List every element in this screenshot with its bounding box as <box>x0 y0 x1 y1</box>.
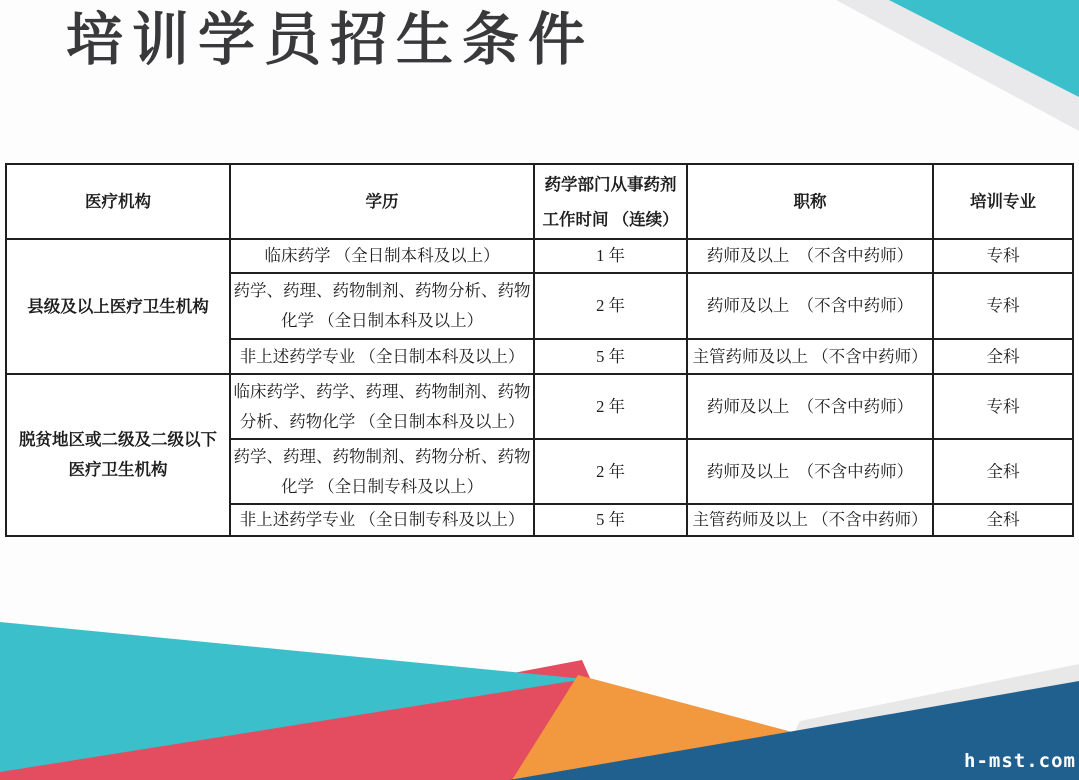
major-cell: 专科 <box>933 239 1073 273</box>
work-time-cell: 2 年 <box>534 439 687 504</box>
work-time-cell: 1 年 <box>534 239 687 273</box>
institution-cell <box>6 374 230 536</box>
col-header-education: 学历 <box>230 164 534 239</box>
work-time-cell: 2 年 <box>534 273 687 339</box>
education-cell: 临床药学 （全日制本科及以上） <box>230 239 534 273</box>
title-cell: 药师及以上 （不含中药师） <box>687 374 933 439</box>
header-row <box>6 164 1073 239</box>
col-header-major: 培训专业 <box>933 164 1073 239</box>
education-cell: 临床药学、药学、药理、药物制剂、药物分析、药物化学 （全日制本科及以上） <box>230 374 534 439</box>
col-header-title: 职称 <box>687 164 933 239</box>
title-cell: 药师及以上 （不含中药师） <box>687 239 933 273</box>
col-header-work-time <box>534 164 687 239</box>
major-cell: 全科 <box>933 439 1073 504</box>
watermark: h-mst.com <box>964 750 1076 772</box>
education-cell: 非上述药学专业 （全日制专科及以上） <box>230 504 534 536</box>
title-cell: 药师及以上 （不含中药师） <box>687 273 933 339</box>
title-cell: 药师及以上 （不含中药师） <box>687 439 933 504</box>
major-cell: 全科 <box>933 504 1073 536</box>
work-time-cell: 5 年 <box>534 339 687 374</box>
education-cell: 非上述药学专业 （全日制本科及以上） <box>230 339 534 374</box>
education-cell: 药学、药理、药物制剂、药物分析、药物化学 （全日制本科及以上） <box>230 273 534 339</box>
institution-label: 县级及以上医疗卫生机构 <box>27 296 209 316</box>
title-cell: 主管药师及以上 （不含中药师） <box>687 339 933 374</box>
education-cell: 药学、药理、药物制剂、药物分析、药物化学 （全日制专科及以上） <box>230 439 534 504</box>
institution-cell <box>6 239 230 374</box>
institution-label: 脱贫地区或二级及二级以下医疗卫生机构 <box>19 430 217 479</box>
enrollment-conditions-table <box>5 163 1074 537</box>
title-cell: 主管药师及以上 （不含中药师） <box>687 504 933 536</box>
major-cell: 专科 <box>933 374 1073 439</box>
major-cell: 专科 <box>933 273 1073 339</box>
col-header-work-time-label: 药学部门从事药剂工作时间 （连续） <box>542 174 679 229</box>
page-title: 培训学员招生条件 <box>66 8 594 72</box>
work-time-cell: 5 年 <box>534 504 687 536</box>
work-time-cell: 2 年 <box>534 374 687 439</box>
major-cell: 全科 <box>933 339 1073 374</box>
table-row <box>6 239 1073 273</box>
table-row <box>6 374 1073 439</box>
col-header-institution: 医疗机构 <box>6 164 230 239</box>
